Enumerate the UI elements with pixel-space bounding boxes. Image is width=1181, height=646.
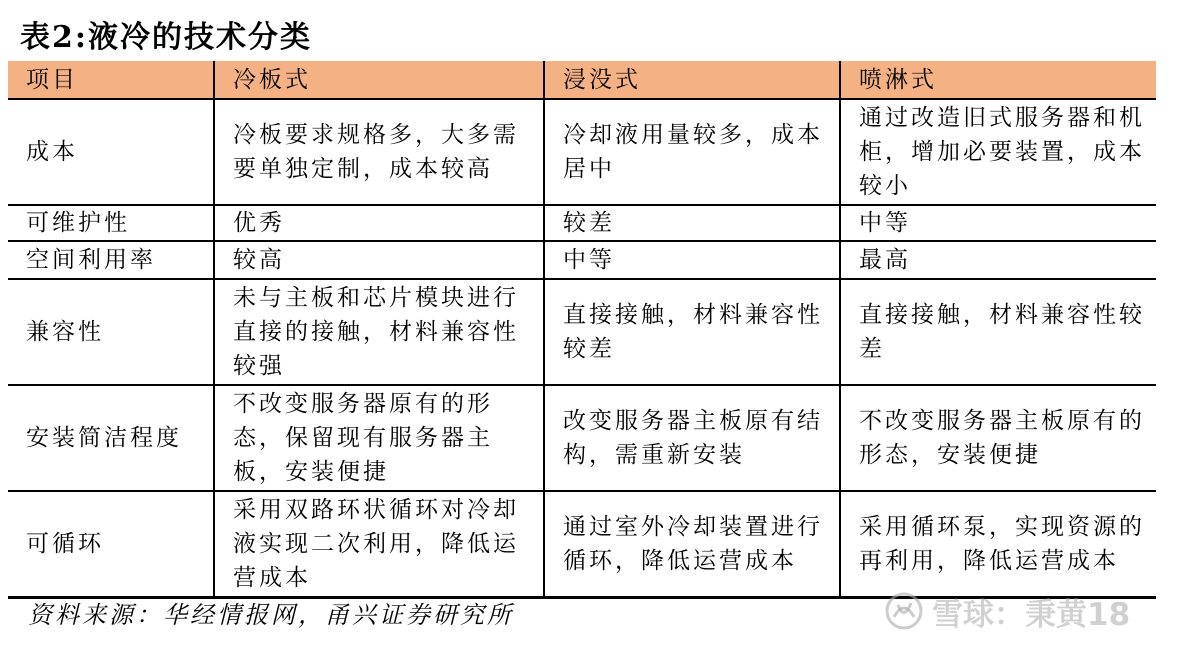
table-cell: 采用双路环状循环对冷却液实现二次利用，降低运营成本: [214, 491, 544, 597]
table-cell: 较高: [214, 241, 544, 279]
table-row: [8, 99, 1156, 205]
table-cell: 通过改造旧式服务器和机柜，增加必要装置，成本较小: [840, 99, 1156, 205]
table-cell: 不改变服务器主板原有的形态，安装便捷: [840, 385, 1156, 491]
table-cell: 较差: [544, 205, 840, 241]
table-cell: 优秀: [214, 205, 544, 241]
table-cell: 改变服务器主板原有结构，需重新安装: [544, 385, 840, 491]
table-row: [8, 205, 1156, 241]
table-cell: 直接接触，材料兼容性较差: [840, 279, 1156, 385]
row-label: 空间利用率: [8, 241, 214, 279]
table-cell: 中等: [840, 205, 1156, 241]
snowball-logo-icon: [884, 591, 924, 631]
table-cell: 冷却液用量较多，成本居中: [544, 99, 840, 205]
watermark: [884, 587, 1130, 635]
table-cell: 冷板要求规格多，大多需要单独定制，成本较高: [214, 99, 544, 205]
watermark-text: 雪球：秉黄18: [932, 596, 1131, 633]
table-cell: 采用循环泵，实现资源的再利用，降低运营成本: [840, 491, 1156, 597]
row-label: 可循环: [8, 491, 214, 597]
table-row: [8, 385, 1156, 491]
header-item: 项目: [8, 61, 214, 99]
table-cell: 中等: [544, 241, 840, 279]
table-row: [8, 241, 1156, 279]
table-cell: 通过室外冷却装置进行循环，降低运营成本: [544, 491, 840, 597]
table-header-row: [8, 61, 1156, 99]
table-cell: 最高: [840, 241, 1156, 279]
row-label: 可维护性: [8, 205, 214, 241]
header-spray: 喷淋式: [840, 61, 1156, 99]
header-immersion: 浸没式: [544, 61, 840, 99]
header-cold-plate: 冷板式: [214, 61, 544, 99]
row-label: 安装简洁程度: [8, 385, 214, 491]
source-note: 资料来源：华经情报网，甬兴证券研究所: [28, 601, 514, 629]
table-cell: 未与主板和芯片模块进行直接的接触，材料兼容性较强: [214, 279, 544, 385]
table-cell: 不改变服务器原有的形态，保留现有服务器主板，安装便捷: [214, 385, 544, 491]
liquid-cooling-table: [8, 61, 1156, 599]
table-row: [8, 279, 1156, 385]
row-label: 兼容性: [8, 279, 214, 385]
table-title: 表2:液冷的技术分类: [20, 20, 312, 55]
table-cell: 直接接触，材料兼容性较差: [544, 279, 840, 385]
table-row: [8, 491, 1156, 597]
row-label: 成本: [8, 99, 214, 205]
